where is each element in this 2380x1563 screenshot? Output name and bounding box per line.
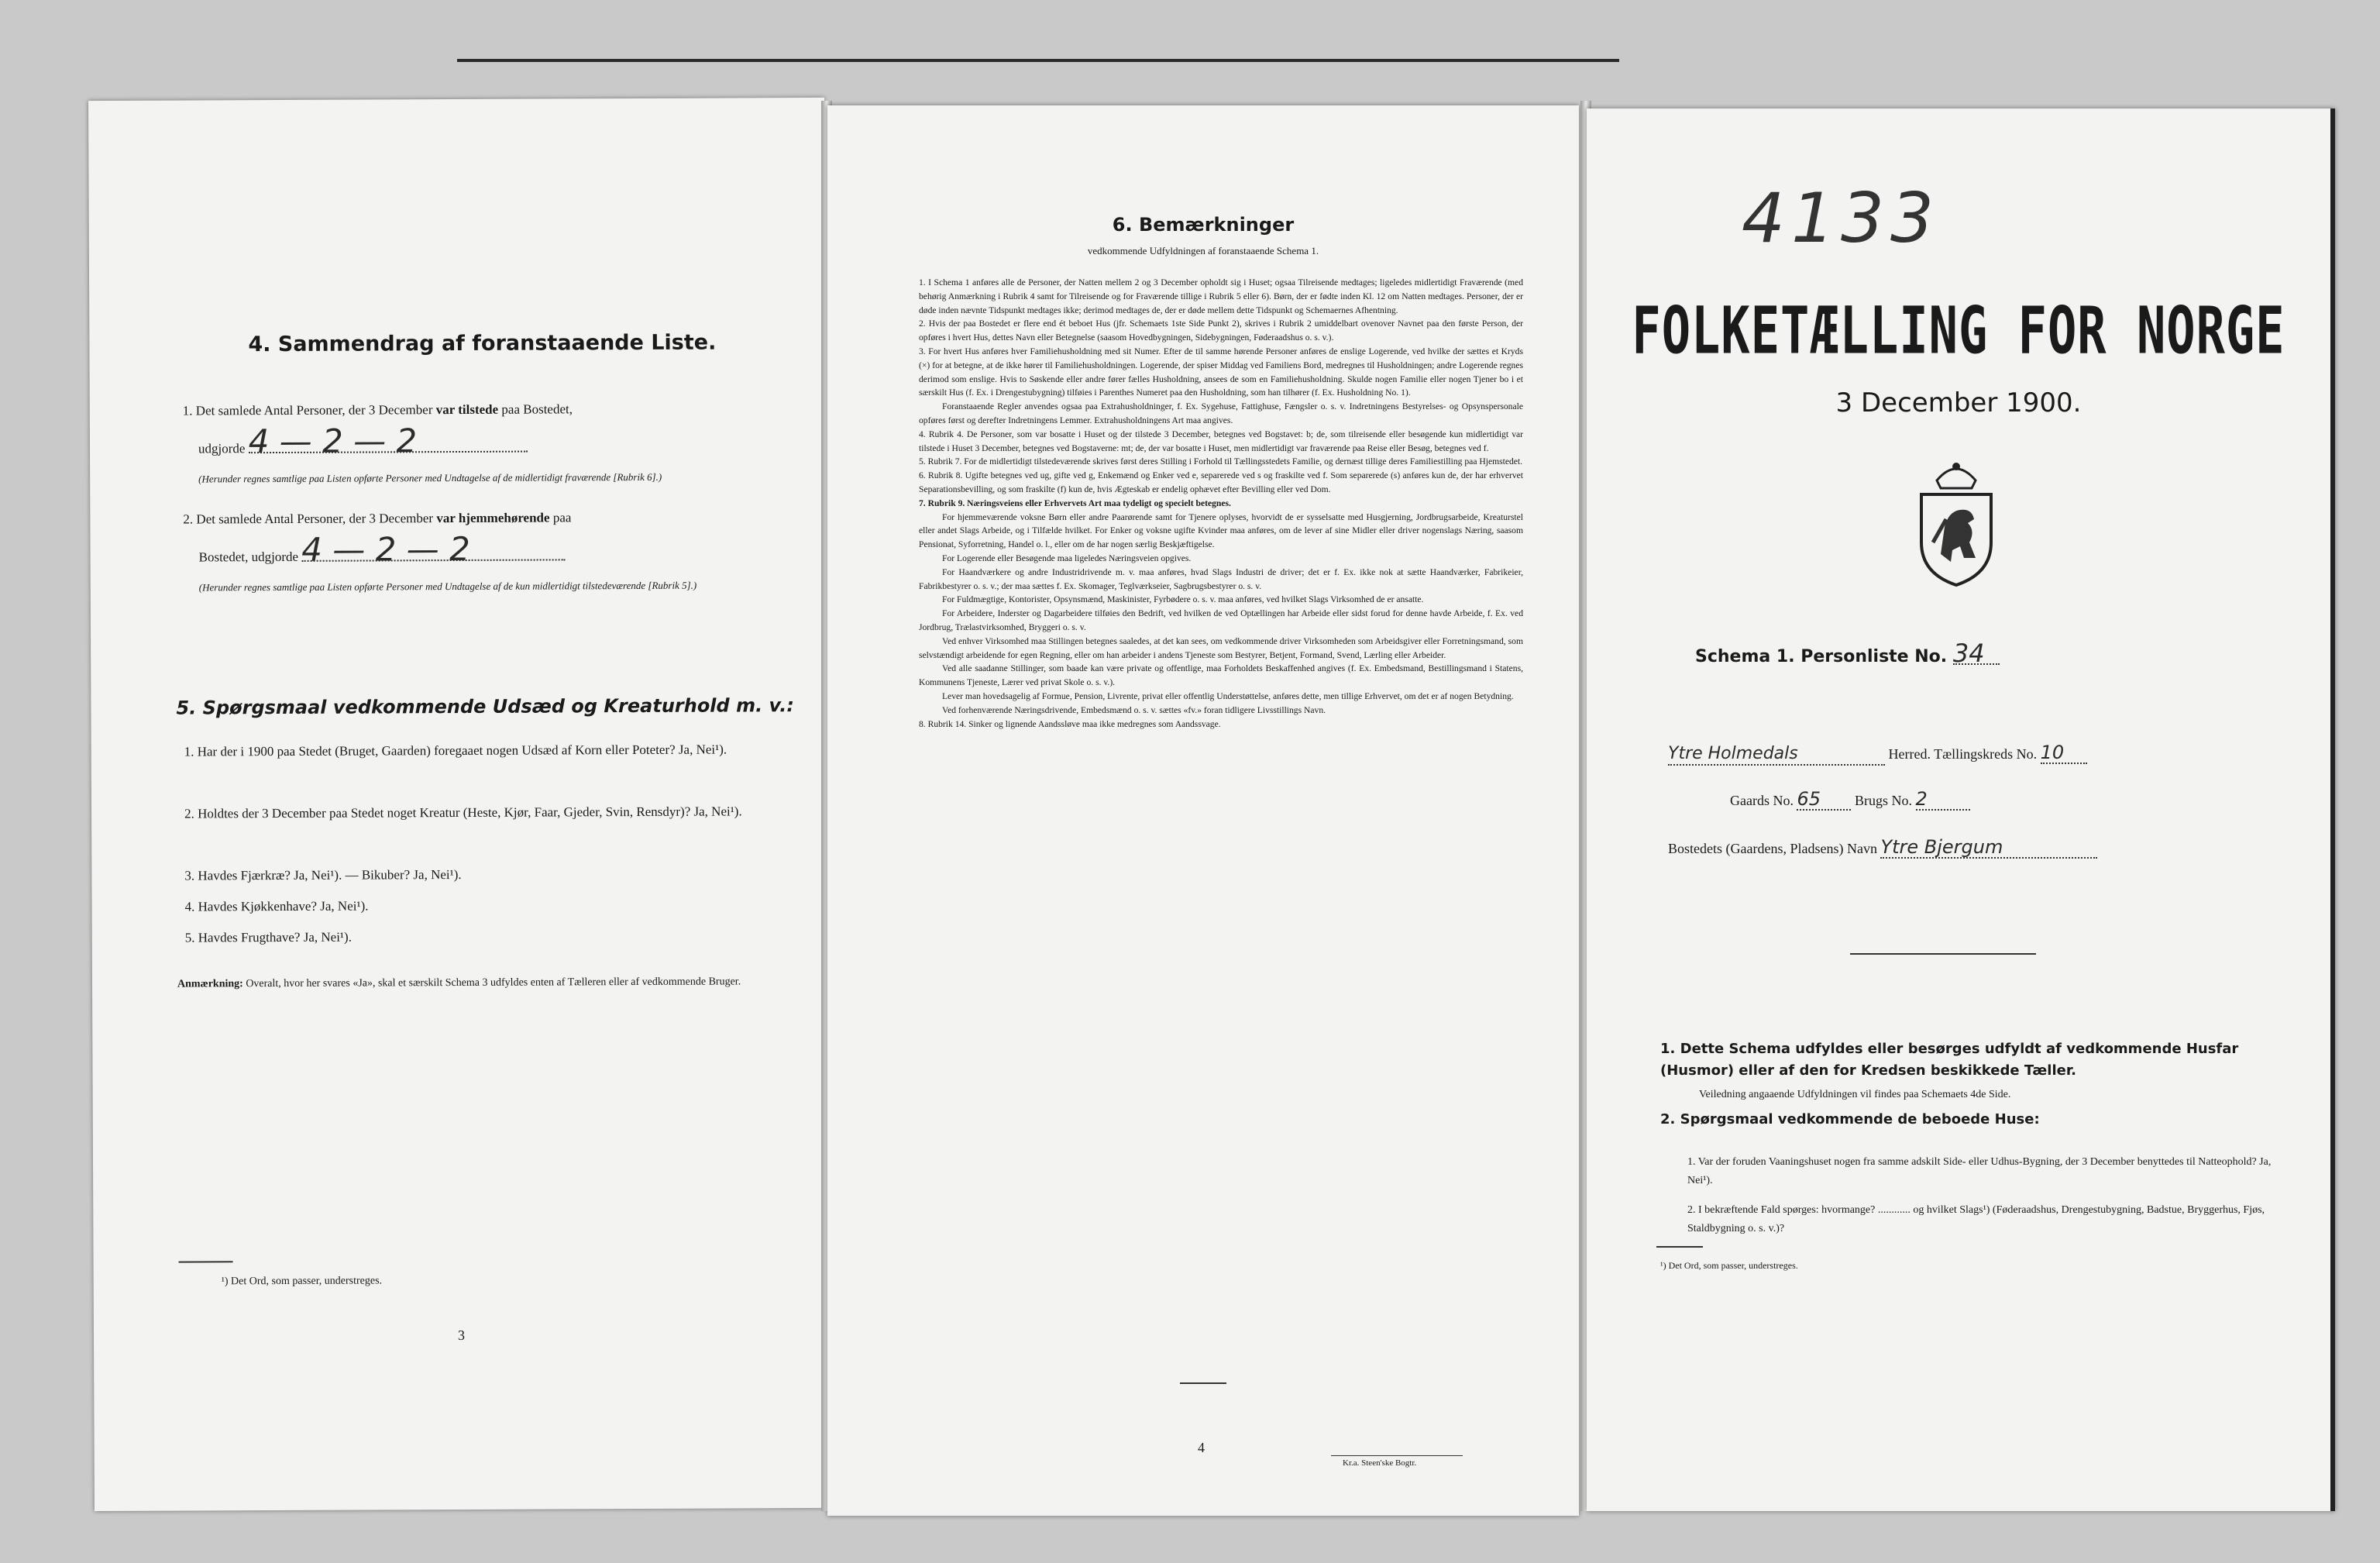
remark-item: Ved enhver Virksomhed maa Stillingen betegnes saaledes, at det kan sees, om vedkommende driver Virksomheden som Arbeidsgiver eller Forretningsmand, som selvstændigt arbeidende for egen Regning, eller om han arbeider i andens Tjeneste som Bestyrer, Betjent, Formand, Svend, Lærling eller Arbeider. <box>919 635 1523 660</box>
summary-item-1-note: (Herunder regnes samtlige paa Listen opførte Personer med Undtagelse af de midlertidigt fraværende [Rubrik 6].) <box>198 470 662 485</box>
summary-item-2-value: Bostedet, udgjorde 4 — 2 — 2 <box>199 538 788 567</box>
handwritten-herred: Ytre Holmedals <box>1668 744 1885 766</box>
footnote-rule <box>179 1261 233 1262</box>
instruction-2: 2. Spørgsmaal vedkommende de beboede Huse: <box>1660 1111 2040 1127</box>
norwegian-coat-of-arms-icon <box>1906 457 2007 589</box>
handwritten-count-present: 4 — 2 — 2 <box>249 431 528 454</box>
remark-item: 3. For hvert Hus anføres hver Familiehusholdning med sit Numer. Efter de til samme hørende Personer anføres de enslige Logerende, ved hvilke der sættes et Kryds (×) for at betegne, at de ikke hører til Familiehusholdningen. Logerende, der spiser Middag ved Familiens Bord, medregnes til Husholdningen; andre Logerende regnes derimod som enslige. Hvis to Søskende eller andre fører fælles Husholdning, ansees de som en Familiehusholdning. Skulde nogen Familie eller nogen Tjener bo i et særskilt Hus (f. Ex. i Drengestubygning) tilføies i Parenthes Numeret paa den Husholdning, som han tilhører (f. Ex. Husholdning No. 1). <box>919 346 1523 398</box>
remark-item: 1. I Schema 1 anføres alle de Personer, der Natten mellem 2 og 3 December opholdt sig i Huset; ogsaa Tilreisende medtages; ligeledes midlertidigt Fraværende (med behørig Anmærkning i Rubrik 4 samt for Tilreisende og for Fraværende tillige i Rubrik 5 eller 6). Børn, der er fødte inden Kl. 12 om Natten medtages. Personer, der er døde inden nævnte Tidspunkt medtages ikke; derimod medtages de, der er døde mellem dette Tidspunkt og Schemaernes Afhentning. <box>919 277 1523 315</box>
handwritten-bosted-name: Ytre Bjergum <box>1880 837 2097 859</box>
top-page-edge <box>457 59 1619 68</box>
remarks-list <box>919 276 1523 731</box>
herred-line: Ytre Holmedals Herred. Tællingskreds No. 10 <box>1668 742 2303 766</box>
footnote-rule <box>1656 1246 1703 1248</box>
summary-item-2: 2. Det samlede Antal Personer, der 3 December var hjemmehørende paa <box>183 510 572 527</box>
printer-rule <box>1331 1455 1463 1456</box>
instruction-2-question-2: 2. I bekræftende Fald spørges: hvormange? ............ og hvilket Slags¹) (Føderaadshus, Drengestubygning, Badstue, Bryggerhus, Fjøs, Staldbygning o. s. v.)? <box>1687 1204 2265 1234</box>
handwritten-gaards-number: 65 <box>1797 789 1851 811</box>
section-5-title: 5. Spørgsmaal vedkommende Udsæd og Kreaturhold m. v.: <box>176 694 794 719</box>
section-4-title: 4. Sammendrag af foranstaaende Liste. <box>248 330 717 357</box>
remark-item: 2. Hvis der paa Bostedet er flere end ét beboet Hus (jfr. Schemaets 1ste Side Punkt 2), skrives i Rubrik 2 umiddelbart ovenover Navnet paa den første Person, der opføres i hvert Hus, dettes Navn eller Betegnelse (saasom Hovedbygningen, Sidebygningen, Føderaadshus o. s. v.). <box>919 318 1523 343</box>
left-page <box>88 98 831 1511</box>
remarks-subtitle: vedkommende Udfyldningen af foranstaaende Schema 1. <box>1087 245 1319 256</box>
handwritten-brugs-number: 2 <box>1916 789 1970 811</box>
closing-rule <box>1180 1382 1226 1384</box>
schema-line: Schema 1. Personliste No. 34 <box>1695 643 2000 667</box>
remark-item: 4. Rubrik 4. De Personer, som var bosatte i Huset og der tilstede 3 December, betegnes ved Bogstavet: b; de, som tilreisende eller besøgende kun midlertidigt var tilstede i Huset 3 December, betegnes ved Bogstaverne: mt; de, der var bosatte i Huset, men midlertidigt var fraværende paa Reise eller Besøg, betegnes ved f. <box>919 429 1523 453</box>
summary-item-1-value: udgjorde 4 — 2 — 2 <box>198 429 787 459</box>
page-number: 3 <box>457 1327 466 1344</box>
remarks-title: 6. Bemærkninger <box>1112 214 1295 236</box>
census-date: 3 December 1900. <box>1835 387 2082 418</box>
remark-item: 7. Rubrik 9. Næringsveiens eller Erhvervets Art maa tydeligt og specielt betegnes. <box>919 497 1231 508</box>
question-3: 3. Havdes Fjærkræ? Ja, Nei¹). — Bikuber? Ja, Nei¹). <box>184 866 462 883</box>
handwritten-personliste-number: 34 <box>1953 643 2000 665</box>
handwritten-kreds-number: 10 <box>2041 742 2087 764</box>
question-5: 5. Havdes Frugthave? Ja, Nei¹). <box>184 929 352 945</box>
remark-item: For Arbeidere, Inderster og Dagarbeidere tilføies den Bedrift, ved hvilken de ved Optællingen har Arbeide eller sidst forud for denne havde Arbeide, f. Ex. ved Jordbrug, Trælastvirksomhed, Bryggeri o. s. v. <box>919 608 1523 632</box>
remark-item: 6. Rubrik 8. Ugifte betegnes ved ug, gifte ved g, Enkemænd og Enker ved e, separerede ved s og fraskilte ved f. Som separerede (s) anføres kun de, der har erhvervet Separationsbevilling, og som fraskilte (f) kun de, hvis Ægteskab er endelig ophævet efter Bevilling eller ved Dom. <box>919 470 1523 494</box>
question-2: 2. Holdtes der 3 December paa Stedet noget Kreatur (Heste, Kjør, Faar, Gjeder, Svin, Rensdyr)? Ja, Nei¹). <box>184 804 742 821</box>
middle-page <box>827 105 1579 1516</box>
bosted-line: Bostedets (Gaardens, Pladsens) Navn Ytre Bjergum <box>1668 837 2303 859</box>
remark-item: Lever man hovedsagelig af Formue, Pension, Livrente, privat eller offentlig Understøttelse, anføres dette, men tillige Erhvervet, om det er af nogen Betydning. <box>942 690 1514 701</box>
handwritten-count-resident: 4 — 2 — 2 <box>301 539 565 561</box>
page-number: 4 <box>1198 1440 1205 1455</box>
summary-item-1: 1. Det samlede Antal Personer, der 3 December var tilstede paa Bostedet, <box>182 401 573 418</box>
remark-item: Foranstaaende Regler anvendes ogsaa paa Extrahusholdninger, f. Ex. Sygehuse, Fattighuse, Fængsler o. s. v. Indretningens Bestyrelses- og Opsynspersonale opføres først og derefter Indretningens Lemmer. Extrahusholdningens Art maa angives. <box>919 401 1523 425</box>
instruction-1-note: Veiledning angaaende Udfyldningen vil findes paa Schemaets 4de Side. <box>1699 1089 2011 1100</box>
right-page <box>1587 108 2335 1511</box>
remark-item: Ved forhenværende Næringsdrivende, Embedsmænd o. s. v. sættes «fv.» foran tidligere Livsstillings Navn. <box>942 704 1326 715</box>
remark-item: 5. Rubrik 7. For de midlertidigt tilstedeværende skrives først deres Stilling i Forhold til Tællingsstedets Familie, og dernæst tillige deres Familiestilling paa Hjemstedet. <box>919 456 1523 467</box>
summary-item-2-note: (Herunder regnes samtlige paa Listen opførte Personer med Undtagelse af de kun midlertidigt tilstedeværende [Rubrik 5].) <box>198 579 697 594</box>
census-title: FOLKETÆLLING FOR NORGE <box>1632 292 2285 369</box>
footnote: ¹) Det Ord, som passer, understreges. <box>1660 1260 1798 1271</box>
remark-item: For Haandværkere og andre Industridrivende m. v. maa anføres, hvad Slags Industri de driver; det er f. Ex. ikke nok at sætte Haandværker, Fabrikeier, Fabrikbestyrer o. s. v.; der maa sættes f. Ex. Skomager, Teglværkseier, Sagbrugsbestyrer o. s. v. <box>919 566 1523 591</box>
handwritten-archive-number: 4133 <box>1742 178 1940 258</box>
question-4: 4. Havdes Kjøkkenhave? Ja, Nei¹). <box>184 898 369 914</box>
remark: Anmærkning: Overalt, hvor her svares «Ja», skal et særskilt Schema 3 udfyldes enten af Tælleren eller af vedkommende Bruger. <box>177 976 741 990</box>
question-1: 1. Har der i 1900 paa Stedet (Bruget, Gaarden) foregaaet nogen Udsæd af Korn eller Poteter? Ja, Nei¹). <box>184 742 727 759</box>
gaards-brugs-line: Gaards No. 65 Brugs No. 2 <box>1730 789 2272 811</box>
instruction-1: 1. Dette Schema udfyldes eller besørges udfyldt af vedkommende Husfar (Husmor) eller af den for Kredsen beskikkede Tæller. <box>1660 1041 2239 1079</box>
remark-item: 8. Rubrik 14. Sinker og lignende Aandssløve maa ikke medregnes som Aandssvage. <box>919 718 1221 729</box>
remark-item: For Fuldmægtige, Kontorister, Opsynsmænd, Maskinister, Fyrbødere o. s. v. maa anføres, ved hvilket Slags Virksomhed de er ansatte. <box>942 594 1424 605</box>
remark-item: Ved alle saadanne Stillinger, som baade kan være private og offentlige, maa Forholdets Beskaffenhed angives (f. Ex. Embedsmand, Bestillingsmand i Statens, Kommunens Tjeneste, Lærer ved privat Skole o. s. v.). <box>919 663 1523 688</box>
ornament-rule <box>1850 953 2036 955</box>
remark-item: For Logerende eller Besøgende maa ligeledes Næringsveien opgives. <box>942 553 1192 563</box>
footnote: ¹) Det Ord, som passer, understreges. <box>221 1275 383 1288</box>
printer-imprint: Kr.a. Steen'ske Bogtr. <box>1343 1458 1417 1468</box>
remark-item: For hjemmeværende voksne Børn eller andre Paarørende samt for Tjenere oplyses, hvorvidt de er sysselsatte med Husgjerning, Jordbrugsarbeide, Kreaturstel eller andet Slags Arbeide, og i Tilfælde hvilket. For Enker og voksne ugifte Kvinder maa anføres, om de lever af sine Midler eller driver nogenslags Næring, saasom Pensionat, Syforretning, Handel o. l., eller om de har nogen særlig Beskjæftigelse. <box>919 511 1523 550</box>
instruction-2-question-1: 1. Var der foruden Vaaningshuset nogen fra samme adskilt Side- eller Udhus-Bygning, der 3 December benyttedes til Natteophold? Ja, Nei¹). <box>1687 1156 2272 1186</box>
